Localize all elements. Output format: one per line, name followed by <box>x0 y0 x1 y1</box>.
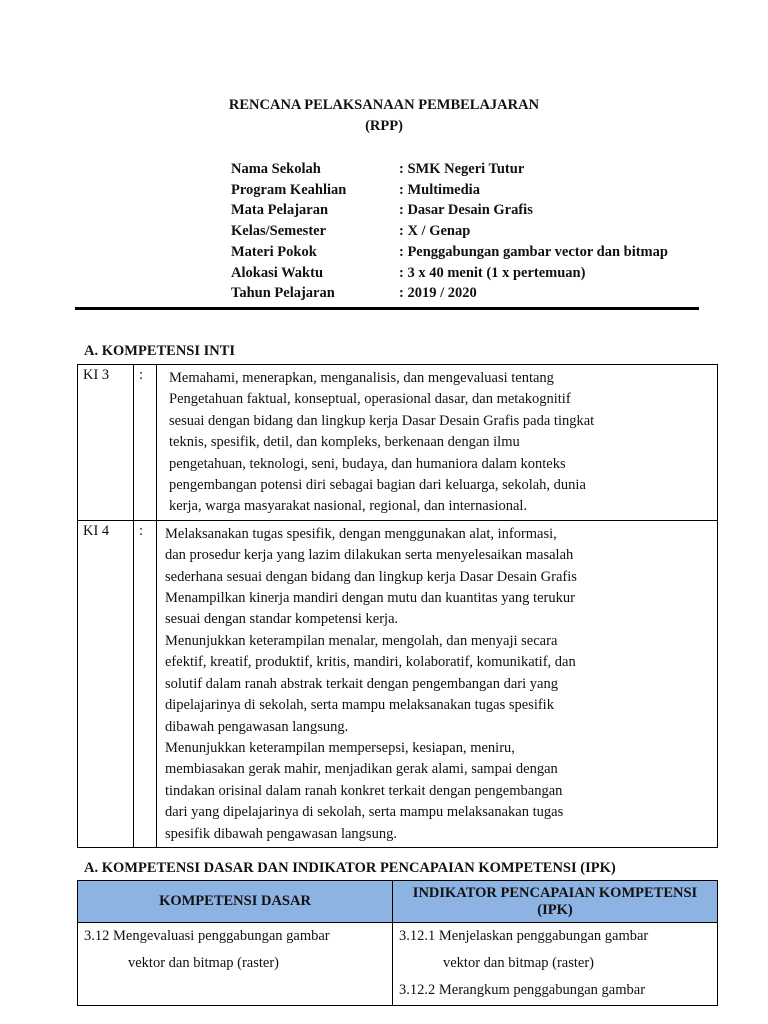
text-line: dan prosedur kerja yang lazim dilakukan serta menyelesaikan masalah <box>165 547 574 564</box>
section-heading-ki: A. KOMPETENSI INTI <box>84 343 236 359</box>
meta-row-time <box>231 263 668 284</box>
meta-label: Kelas/Semester <box>231 223 327 240</box>
meta-row-year <box>231 283 668 304</box>
kompetensi-dasar-table <box>77 880 718 1006</box>
meta-value: : 3 x 40 menit (1 x pertemuan) <box>399 264 586 281</box>
meta-value: : Penggabungan gambar vector dan bitmap <box>399 243 668 260</box>
kd-cell <box>78 923 393 1006</box>
text-line: tindakan orisinal dalam ranah konkret terkait dengan pengembangan <box>165 782 563 799</box>
text-line: sederhana sesuai dengan bidang dan lingkup kerja Dasar Desain Grafis <box>165 568 577 585</box>
kompetensi-inti-table <box>77 364 718 848</box>
col-header-kd: KOMPETENSI DASAR <box>78 881 393 923</box>
meta-row-school <box>231 159 668 180</box>
table-row <box>78 520 718 847</box>
text-line: Pengetahuan faktual, konseptual, operasional dasar, dan metakognitif <box>169 391 571 408</box>
text-line: solutif dalam ranah abstrak terkait dengan pengembangan dari yang <box>165 675 558 692</box>
header-line: (IPK) <box>537 901 573 918</box>
text-line: vektor dan bitmap (raster) <box>443 955 594 971</box>
meta-value: : SMK Negeri Tutur <box>399 161 525 177</box>
header-divider <box>75 307 699 310</box>
meta-value: : Multimedia <box>399 181 480 198</box>
text-line: efektif, kreatif, produktif, kritis, mandiri, kolaboratif, komunikatif, dan <box>165 654 576 671</box>
document-subtitle: (RPP) <box>365 118 403 134</box>
text-line: Melaksanakan tugas spesifik, dengan menggunakan alat, informasi, <box>165 525 557 542</box>
header-line: INDIKATOR PENCAPAIAN KOMPETENSI <box>412 884 698 901</box>
meta-row-class <box>231 221 668 242</box>
identity-block <box>231 159 668 304</box>
text-line: 3.12 Mengevaluasi penggabungan gambar <box>84 928 330 944</box>
table-header-row <box>78 881 718 923</box>
ki-description <box>157 520 718 847</box>
text-line: kerja, warga masyarakat nasional, regional, dan internasional. <box>169 498 528 515</box>
text-line: membiasakan gerak mahir, menjadikan gerak alami, sampai dengan <box>165 761 558 778</box>
table-row <box>78 365 718 521</box>
meta-row-subject <box>231 200 668 221</box>
text-line: pengetahuan, teknologi, seni, budaya, dan humaniora dalam konteks <box>169 455 566 472</box>
meta-value: : Dasar Desain Grafis <box>399 202 533 219</box>
ki-description <box>157 365 718 521</box>
ki-code: KI 3 <box>78 365 134 521</box>
ki-code: KI 4 <box>78 520 134 847</box>
text-line: Menunjukkan keterampilan menalar, mengolah, dan menyaji secara <box>165 632 558 649</box>
meta-label: Mata Pelajaran <box>231 202 329 219</box>
col-header-ipk <box>393 881 718 923</box>
text-line: Menampilkan kinerja mandiri dengan mutu dan kuantitas yang terukur <box>165 590 575 607</box>
text-line: sesuai dengan bidang dan lingkup kerja Dasar Desain Grafis pada tingkat <box>169 412 595 429</box>
section-heading-kd: A. KOMPETENSI DASAR DAN INDIKATOR PENCAPAIAN KOMPETENSI (IPK) <box>84 860 616 876</box>
meta-label: Alokasi Waktu <box>231 264 324 281</box>
text-line: dari yang dipelajarinya di sekolah, serta mampu melaksanakan tugas <box>165 804 564 821</box>
ipk-cell <box>393 923 718 1006</box>
text-line: dipelajarinya di sekolah, serta mampu melaksanakan tugas spesifik <box>165 697 554 714</box>
meta-value: : 2019 / 2020 <box>399 285 477 302</box>
meta-row-program <box>231 180 668 201</box>
meta-label: Materi Pokok <box>231 243 317 260</box>
text-line: vektor dan bitmap (raster) <box>128 955 279 971</box>
text-line: teknis, spesifik, detil, dan kompleks, berkenaan dengan ilmu <box>169 434 520 451</box>
text-line: dibawah pengawasan langsung. <box>165 718 349 735</box>
text-line: spesifik dibawah pengawasan langsung. <box>165 825 397 842</box>
meta-label: Program Keahlian <box>231 181 347 198</box>
meta-label: Tahun Pelajaran <box>231 285 335 302</box>
text-line: Menunjukkan keterampilan mempersepsi, kesiapan, meniru, <box>165 739 515 756</box>
ki-separator: : <box>134 365 157 521</box>
text-line: Memahami, menerapkan, menganalisis, dan mengevaluasi tentang <box>169 370 554 386</box>
meta-value: : X / Genap <box>399 223 471 240</box>
text-line: 3.12.2 Merangkum penggabungan gambar <box>399 982 646 998</box>
text-line: 3.12.1 Menjelaskan penggabungan gambar <box>399 928 649 944</box>
meta-row-topic <box>231 242 668 263</box>
document-title: RENCANA PELAKSANAAN PEMBELAJARAN <box>228 97 540 113</box>
text-line: sesuai dengan standar kompetensi kerja. <box>165 611 399 628</box>
ki-separator: : <box>134 520 157 847</box>
text-line: pengembangan potensi diri sebagai bagian dari keluarga, sekolah, dunia <box>169 477 586 494</box>
table-row <box>78 923 718 1006</box>
meta-label: Nama Sekolah <box>231 161 321 177</box>
